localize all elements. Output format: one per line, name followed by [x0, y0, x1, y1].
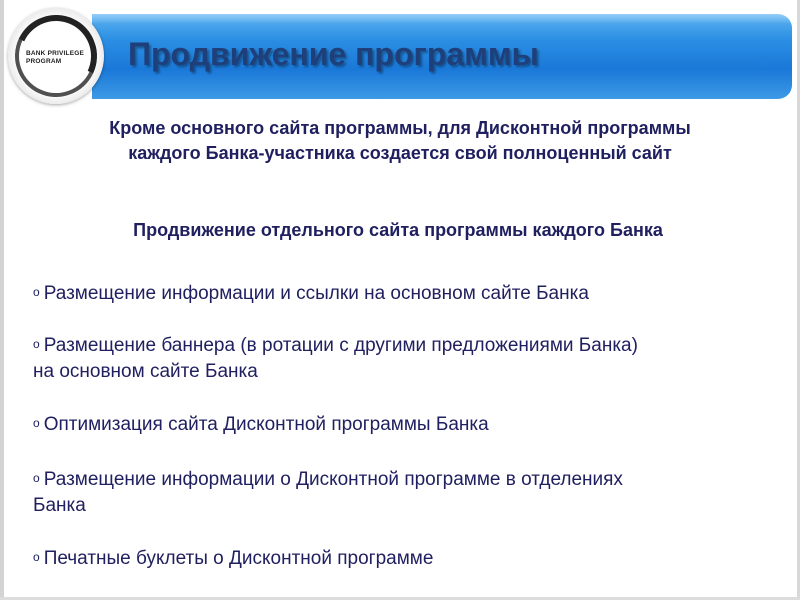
bullet-text: Оптимизация сайта Дисконтной программы Банка	[43, 414, 489, 435]
bullet-item	[33, 465, 773, 519]
logo-text	[26, 50, 90, 66]
bullet-text: Размещение информации и ссылки на основном сайте Банка	[43, 283, 589, 304]
bullet-text-continued: на основном сайте Банка	[33, 361, 258, 382]
intro-line-2: каждого Банка-участника создается свой полноценный сайт	[128, 143, 672, 163]
circle-bullet-icon: o	[33, 471, 40, 485]
circle-bullet-icon: o	[33, 550, 40, 564]
bullet-item	[33, 410, 773, 438]
logo-text-line1: BANK PRIVILEGE	[26, 50, 85, 57]
section-subheading: Продвижение отдельного сайта программы каждого Банка	[133, 220, 663, 240]
bullet-item	[33, 331, 773, 385]
intro-line-1: Кроме основного сайта программы, для Дисконтной программы	[109, 118, 691, 138]
circle-bullet-icon: o	[33, 416, 40, 430]
left-edge-rule	[0, 0, 4, 600]
bullet-text: Размещение баннера (в ротации с другими предложениями Банка)	[43, 335, 638, 356]
bullet-text: Печатные буклеты о Дисконтной программе	[43, 548, 434, 569]
bank-privilege-logo	[8, 8, 104, 104]
circle-bullet-icon: o	[33, 285, 40, 299]
slide-title: Продвижение программы	[128, 36, 539, 72]
bullet-text: Размещение информации о Дисконтной программе в отделениях	[43, 469, 623, 490]
logo-text-line2: PROGRAM	[26, 58, 62, 65]
bullet-item	[33, 544, 773, 572]
bullet-item	[33, 279, 773, 307]
circle-bullet-icon: o	[33, 337, 40, 351]
bullet-text-continued: Банка	[33, 495, 86, 516]
intro-paragraph	[20, 116, 780, 166]
